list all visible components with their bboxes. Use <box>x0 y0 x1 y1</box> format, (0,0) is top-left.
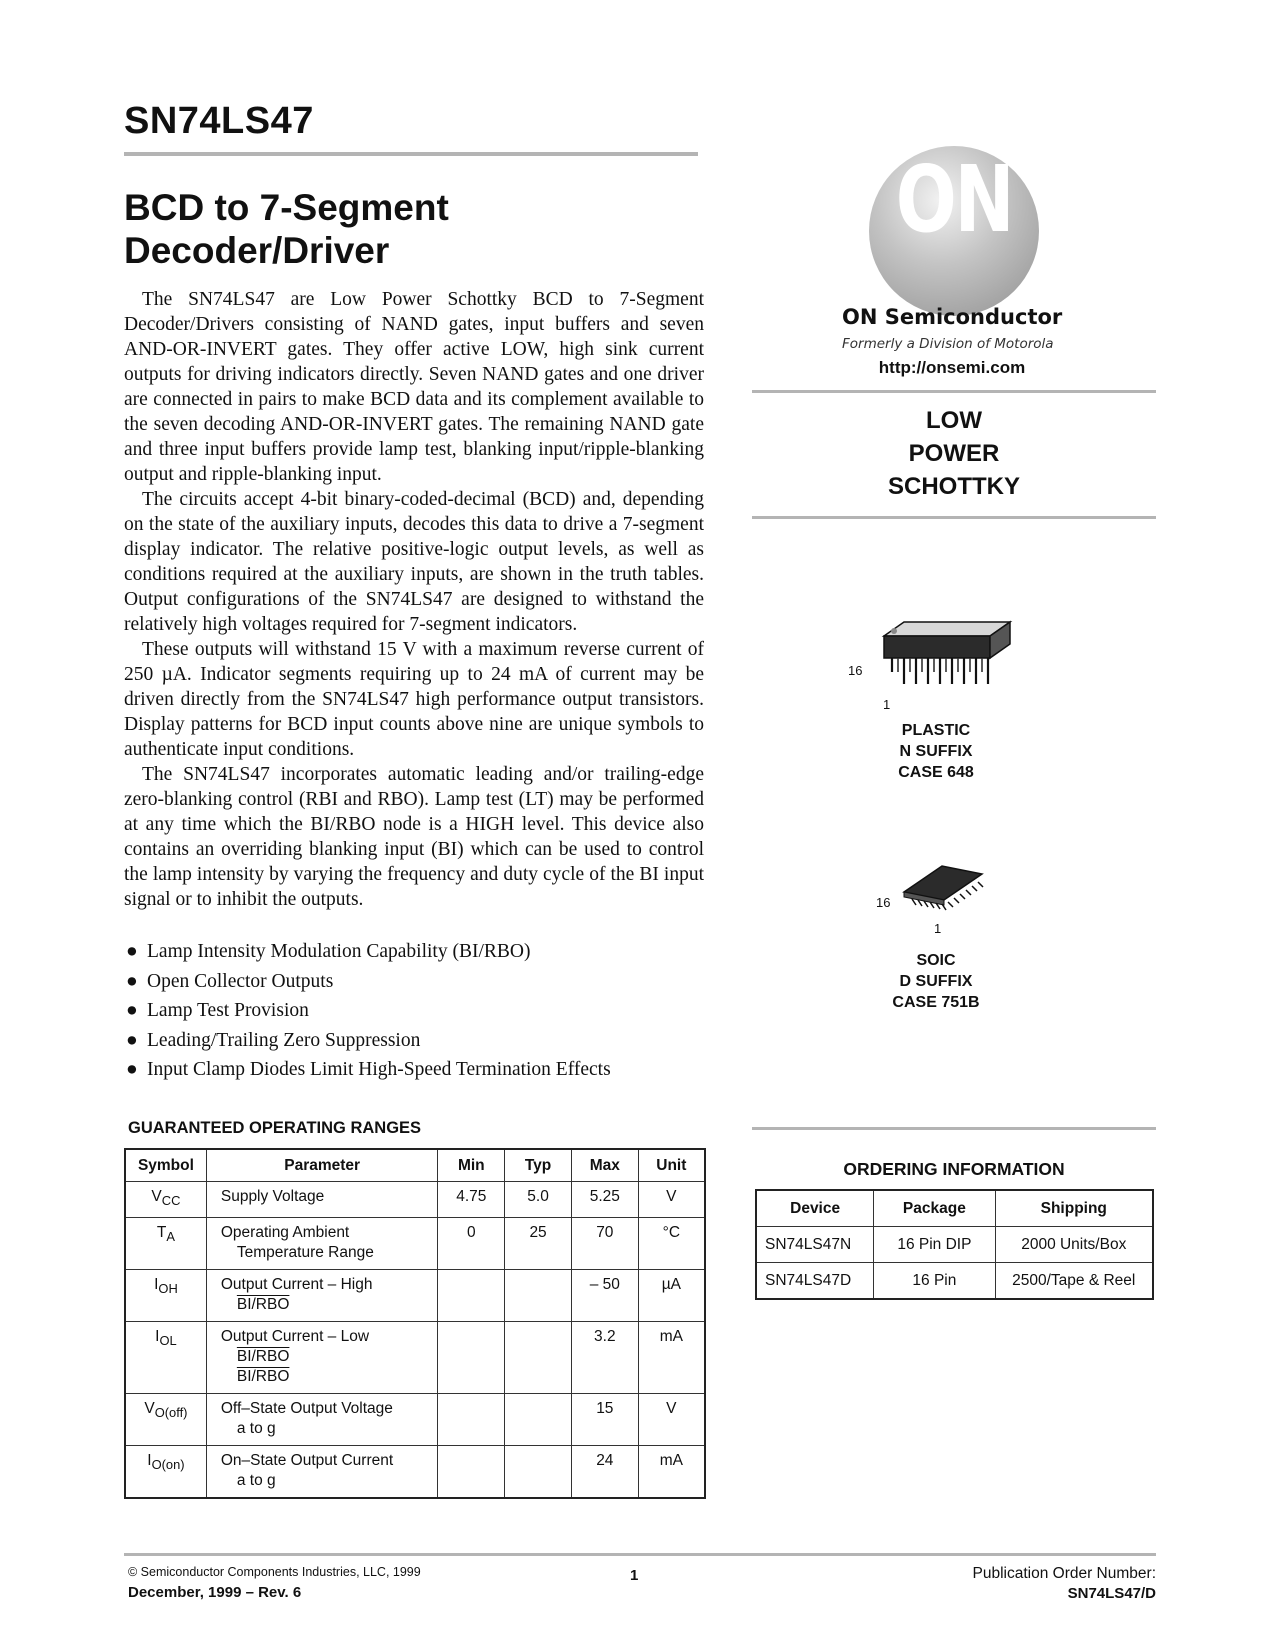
date-revision: December, 1999 – Rev. 6 <box>128 1584 302 1601</box>
min-cell <box>438 1270 505 1322</box>
pin-label: 16 <box>876 895 891 910</box>
table-header-row <box>756 1190 1153 1227</box>
table-row <box>125 1394 705 1446</box>
company-url[interactable]: http://onsemi.com <box>878 358 1026 377</box>
unit-cell: mA <box>638 1446 705 1499</box>
document-title <box>124 186 449 272</box>
bullet-icon: ● <box>126 1059 138 1080</box>
on-semiconductor-logo <box>869 146 1039 316</box>
table-row <box>125 1446 705 1499</box>
column-header: Device <box>756 1190 874 1227</box>
parameter-cell: Supply Voltage <box>206 1182 438 1218</box>
technology-label: LOW POWER SCHOTTKY <box>888 407 1020 500</box>
package-cell: 16 Pin DIP <box>874 1227 995 1263</box>
feature-item <box>124 996 724 1026</box>
unit-cell: V <box>638 1394 705 1446</box>
description-paragraph: The SN74LS47 are Low Power Schottky BCD to 7-Segment Decoder/Drivers consisting of NAND gates, input buffers and seven AND-OR-INVERT gates. They offer active LOW, high sink current outputs for driving indicators directly. Seven NAND gates and one driver are connected in pairs to make BCD data and its complement available to the seven decoding AND-OR-INVERT gates. The remaining NAND gate and three input buffers provide lamp test, blanking input/ripple-blanking output and ripple-blanking input. <box>124 289 704 485</box>
column-header: Symbol <box>125 1149 206 1182</box>
operating-ranges-table <box>124 1148 706 1499</box>
column-header: Max <box>571 1149 638 1182</box>
document-title-line-2: Decoder/Driver <box>124 230 390 271</box>
feature-text: Open Collector Outputs <box>147 970 334 992</box>
unit-cell: µA <box>638 1270 705 1322</box>
bullet-icon: ● <box>126 1000 138 1021</box>
feature-item <box>124 967 724 997</box>
max-cell: 24 <box>571 1446 638 1499</box>
typ-cell <box>505 1446 572 1499</box>
table-row <box>125 1182 705 1218</box>
document-title-line-1: BCD to 7-Segment <box>124 187 449 228</box>
ordering-heading: ORDERING INFORMATION <box>843 1159 1065 1179</box>
column-header: Parameter <box>206 1149 438 1182</box>
min-cell <box>438 1446 505 1499</box>
soic-package-label: SOIC D SUFFIX CASE 751B <box>892 952 980 1011</box>
column-header: Typ <box>505 1149 572 1182</box>
dip-package-label: PLASTIC N SUFFIX CASE 648 <box>898 722 974 781</box>
typ-cell <box>505 1322 572 1394</box>
typ-cell: 5.0 <box>505 1182 572 1218</box>
symbol-cell: $V_{O(off)}$ <box>125 1394 206 1446</box>
feature-list <box>124 937 724 1085</box>
pin-label: 1 <box>883 697 891 712</box>
bullet-icon: ● <box>126 941 138 962</box>
min-cell: 4.75 <box>438 1182 505 1218</box>
feature-item <box>124 937 724 967</box>
operating-ranges-heading: GUARANTEED OPERATING RANGES <box>128 1119 422 1137</box>
publication-number: SN74LS47/D <box>1067 1585 1156 1602</box>
publication-label: Publication Order Number: <box>972 1565 1156 1582</box>
max-cell: 70 <box>571 1218 638 1270</box>
package-cell: 16 Pin <box>874 1263 995 1300</box>
divider <box>752 1127 1156 1130</box>
shipping-cell: 2000 Units/Box <box>995 1227 1153 1263</box>
page-number: 1 <box>630 1567 639 1584</box>
unit-cell: °C <box>638 1218 705 1270</box>
table-row <box>125 1322 705 1394</box>
part-number-title: SN74LS47 <box>124 100 314 142</box>
device-cell: SN74LS47D <box>756 1263 874 1300</box>
ordering-table <box>755 1189 1154 1300</box>
feature-text: Leading/Trailing Zero Suppression <box>147 1029 421 1051</box>
symbol-cell: $T_A$ <box>125 1218 206 1270</box>
bullet-icon: ● <box>126 1029 138 1051</box>
min-cell <box>438 1322 505 1394</box>
max-cell: 3.2 <box>571 1322 638 1394</box>
parameter-cell: Output Current – Low BI/RBO BI/RBO <box>206 1322 438 1394</box>
description-paragraph: The SN74LS47 incorporates automatic leading and/or trailing-edge zero-blanking control (RBI and RBO). Lamp test (LT) may be performed at any time which the BI/RBO node is a HIGH level. This device also contains an overriding blanking input (BI) which can be used to control the lamp intensity by varying the frequency and duty cycle of the BI input signal or to inhibit the outputs. <box>124 764 704 910</box>
copyright-text: © Semiconductor Components Industries, LLC, 1999 <box>128 1565 421 1579</box>
feature-text: Input Clamp Diodes Limit High-Speed Termination Effects <box>147 1059 611 1080</box>
symbol-cell: $V_{CC}$ <box>125 1182 206 1218</box>
parameter-cell: Off–State Output Voltage a to g <box>206 1394 438 1446</box>
feature-item <box>124 1026 724 1056</box>
max-cell: 15 <box>571 1394 638 1446</box>
column-header: Shipping <box>995 1190 1153 1227</box>
parameter-cell: On–State Output Current a to g <box>206 1446 438 1499</box>
shipping-cell: 2500/Tape & Reel <box>995 1263 1153 1300</box>
column-header: Min <box>438 1149 505 1182</box>
parameter-cell: Output Current – High BI/RBO <box>206 1270 438 1322</box>
parameter-cell: Operating Ambient Temperature Range <box>206 1218 438 1270</box>
table-row <box>125 1218 705 1270</box>
symbol-cell: $I_{OH}$ <box>125 1270 206 1322</box>
soic-package-icon <box>898 860 993 915</box>
title-divider <box>124 152 698 156</box>
min-cell: 0 <box>438 1218 505 1270</box>
min-cell <box>438 1394 505 1446</box>
table-header-row <box>125 1149 705 1182</box>
divider <box>752 516 1156 519</box>
description-paragraph: These outputs will withstand 15 V with a maximum reverse current of 250 µA. Indicator segments requiring up to 24 mA of current may be driven directly from the SN74LS47 high performance output transistors. Display patterns for BCD input counts above nine are unique symbols to authenticate input conditions. <box>124 639 704 760</box>
typ-cell <box>505 1270 572 1322</box>
symbol-cell: $I_{O(on)}$ <box>125 1446 206 1499</box>
company-name: ON Semiconductor <box>842 305 1063 329</box>
bullet-icon: ● <box>126 970 138 992</box>
symbol-cell: $I_{OL}$ <box>125 1322 206 1394</box>
column-header: Package <box>874 1190 995 1227</box>
typ-cell: 25 <box>505 1218 572 1270</box>
divider <box>752 390 1156 393</box>
pin-label: 16 <box>848 663 863 678</box>
logo-text: ON <box>895 146 1013 253</box>
max-cell: – 50 <box>571 1270 638 1322</box>
table-row <box>125 1270 705 1322</box>
typ-cell <box>505 1394 572 1446</box>
unit-cell: V <box>638 1182 705 1218</box>
feature-text: Lamp Test Provision <box>147 1000 309 1021</box>
footer-divider <box>124 1553 1156 1556</box>
company-tagline: Formerly a Division of Motorola <box>842 336 1054 352</box>
device-cell: SN74LS47N <box>756 1227 874 1263</box>
unit-cell: mA <box>638 1322 705 1394</box>
table-row <box>756 1227 1153 1263</box>
table-row <box>756 1263 1153 1300</box>
feature-item <box>124 1055 724 1085</box>
feature-text: Lamp Intensity Modulation Capability (BI/RBO) <box>147 941 531 962</box>
max-cell: 5.25 <box>571 1182 638 1218</box>
pin-label: 1 <box>934 921 942 936</box>
dip-package-icon <box>880 620 1020 695</box>
description-text <box>124 287 704 912</box>
description-paragraph: The circuits accept 4-bit binary-coded-decimal (BCD) and, depending on the state of the auxiliary inputs, decodes this data to drive a 7-segment display indicator. The relative positive-logic output levels, as well as conditions required at the auxiliary inputs, are shown in the truth tables. Output configurations of the SN74LS47 are designed to withstand the relatively high voltages required for 7-segment indicators. <box>124 489 704 635</box>
column-header: Unit <box>638 1149 705 1182</box>
